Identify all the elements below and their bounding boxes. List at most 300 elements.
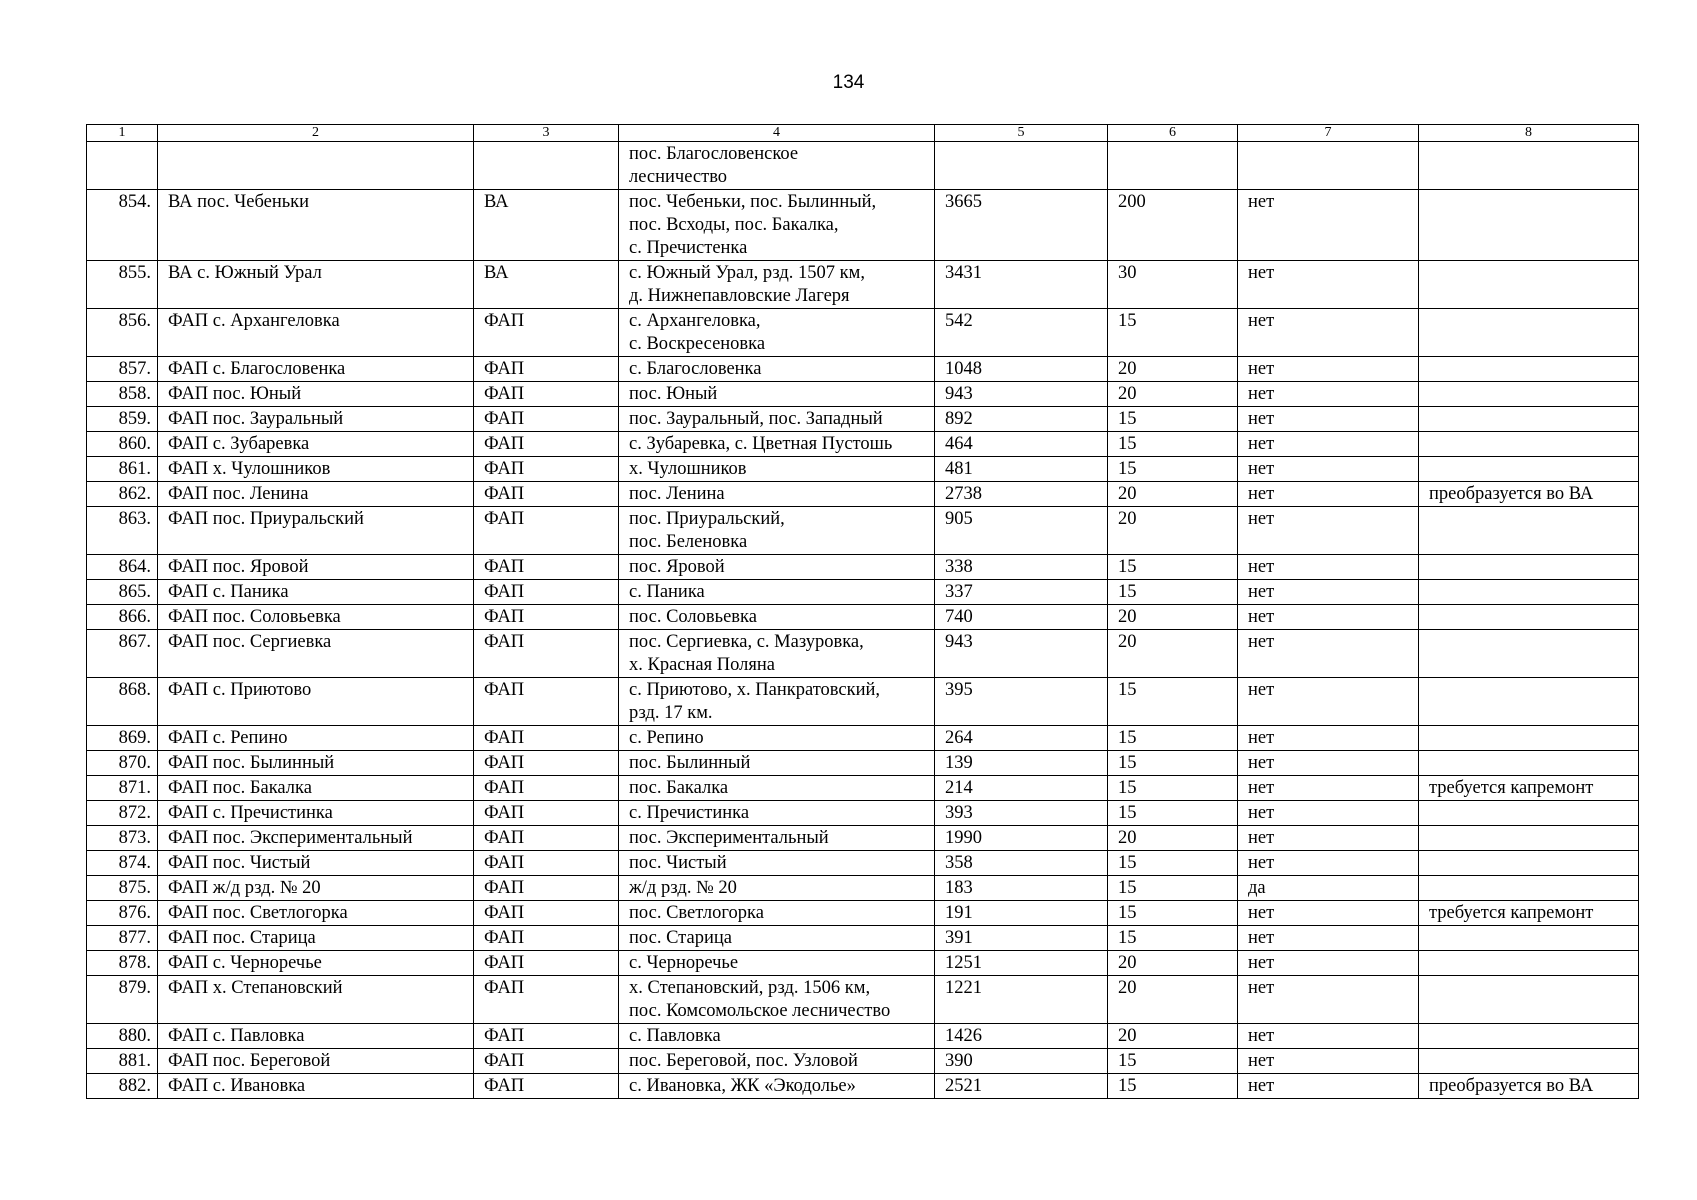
facility-type-cell: ВА [474, 261, 619, 309]
row-number-cell: 858. [87, 382, 158, 407]
distance-cell: 15 [1108, 776, 1238, 801]
table-row [87, 926, 1639, 951]
distance-cell: 20 [1108, 826, 1238, 851]
population-cell: 1048 [935, 357, 1108, 382]
distance-cell: 15 [1108, 580, 1238, 605]
status-cell: нет [1238, 382, 1419, 407]
facility-type-cell: ФАП [474, 726, 619, 751]
distance-cell: 20 [1108, 482, 1238, 507]
distance-cell: 20 [1108, 976, 1238, 1024]
row-number-cell: 874. [87, 851, 158, 876]
status-cell: нет [1238, 457, 1419, 482]
table-row [87, 190, 1639, 261]
population-cell: 892 [935, 407, 1108, 432]
note-cell [1419, 876, 1639, 901]
note-cell [1419, 751, 1639, 776]
facility-type-cell: ФАП [474, 951, 619, 976]
facility-type-cell: ФАП [474, 357, 619, 382]
row-number-cell: 873. [87, 826, 158, 851]
note-cell [1419, 826, 1639, 851]
table-row [87, 261, 1639, 309]
table-row [87, 309, 1639, 357]
table-row [87, 142, 1639, 190]
note-cell [1419, 507, 1639, 555]
served-settlements-cell [619, 407, 935, 432]
note-cell [1419, 726, 1639, 751]
row-number-cell: 871. [87, 776, 158, 801]
note-cell [1419, 678, 1639, 726]
note-cell [1419, 605, 1639, 630]
row-number-cell: 866. [87, 605, 158, 630]
distance-cell: 20 [1108, 605, 1238, 630]
status-cell: нет [1238, 1074, 1419, 1099]
column-header-row [87, 125, 1639, 142]
population-cell: 943 [935, 382, 1108, 407]
row-number-cell: 859. [87, 407, 158, 432]
served-settlements-cell [619, 976, 935, 1024]
population-cell: 1251 [935, 951, 1108, 976]
table-row [87, 901, 1639, 926]
row-number-cell: 862. [87, 482, 158, 507]
distance-cell: 20 [1108, 382, 1238, 407]
table-row [87, 826, 1639, 851]
distance-cell: 15 [1108, 678, 1238, 726]
status-cell: нет [1238, 190, 1419, 261]
status-cell: нет [1238, 926, 1419, 951]
facility-name-cell: ФАП пос. Яровой [158, 555, 474, 580]
served-settlements-cell [619, 901, 935, 926]
status-cell: нет [1238, 261, 1419, 309]
facility-type-cell: ФАП [474, 309, 619, 357]
served-settlements-cell [619, 1049, 935, 1074]
served-settlements-cell [619, 457, 935, 482]
facility-name-cell: ФАП пос. Приуральский [158, 507, 474, 555]
facility-type-cell: ФАП [474, 976, 619, 1024]
settlement-line: с. Южный Урал, рзд. 1507 км, [629, 263, 865, 283]
population-cell: 393 [935, 801, 1108, 826]
status-cell: да [1238, 876, 1419, 901]
settlement-line: с. Павловка [629, 1026, 721, 1046]
facility-type-cell: ФАП [474, 751, 619, 776]
facility-type-cell: ФАП [474, 876, 619, 901]
distance-cell: 15 [1108, 309, 1238, 357]
note-cell [1419, 261, 1639, 309]
status-cell: нет [1238, 851, 1419, 876]
distance-cell: 15 [1108, 555, 1238, 580]
facility-type-cell: ФАП [474, 432, 619, 457]
column-header: 4 [619, 125, 935, 142]
population-cell: 1426 [935, 1024, 1108, 1049]
distance-cell: 15 [1108, 851, 1238, 876]
note-cell [1419, 309, 1639, 357]
settlement-line: с. Паника [629, 582, 705, 602]
population-cell: 481 [935, 457, 1108, 482]
table-row [87, 1049, 1639, 1074]
row-number-cell [87, 142, 158, 190]
population-cell: 464 [935, 432, 1108, 457]
row-number-cell: 856. [87, 309, 158, 357]
settlement-line: пос. Благословенское [629, 144, 799, 164]
settlement-line: с. Воскресеновка [629, 334, 766, 354]
table-row [87, 801, 1639, 826]
row-number-cell: 869. [87, 726, 158, 751]
row-number-cell: 868. [87, 678, 158, 726]
served-settlements-cell [619, 432, 935, 457]
row-number-cell: 860. [87, 432, 158, 457]
settlement-line: ж/д рзд. № 20 [629, 878, 737, 898]
note-cell: требуется капремонт [1419, 901, 1639, 926]
facility-type-cell: ФАП [474, 507, 619, 555]
served-settlements-cell [619, 580, 935, 605]
settlement-line: пос. Юный [629, 384, 718, 404]
settlement-line: с. Приютово, х. Панкратовский, [629, 680, 881, 700]
settlement-line: пос. Старица [629, 928, 732, 948]
status-cell: нет [1238, 751, 1419, 776]
status-cell: нет [1238, 976, 1419, 1024]
facility-name-cell: ФАП с. Паника [158, 580, 474, 605]
facility-type-cell: ФАП [474, 457, 619, 482]
table-row [87, 555, 1639, 580]
row-number-cell: 855. [87, 261, 158, 309]
note-cell: требуется капремонт [1419, 776, 1639, 801]
served-settlements-cell [619, 826, 935, 851]
table-row [87, 580, 1639, 605]
population-cell: 2738 [935, 482, 1108, 507]
served-settlements-cell [619, 876, 935, 901]
facility-type-cell: ФАП [474, 382, 619, 407]
facility-name-cell: ФАП ж/д рзд. № 20 [158, 876, 474, 901]
note-cell [1419, 951, 1639, 976]
facility-type-cell: ФАП [474, 482, 619, 507]
table-row [87, 605, 1639, 630]
status-cell: нет [1238, 901, 1419, 926]
facility-name-cell: ФАП с. Павловка [158, 1024, 474, 1049]
population-cell: 542 [935, 309, 1108, 357]
table-row [87, 357, 1639, 382]
population-cell: 358 [935, 851, 1108, 876]
settlement-line: с. Благословенка [629, 359, 762, 379]
table-body [87, 125, 1639, 1099]
status-cell: нет [1238, 951, 1419, 976]
note-cell [1419, 142, 1639, 190]
population-cell: 139 [935, 751, 1108, 776]
row-number-cell: 876. [87, 901, 158, 926]
population-cell: 3665 [935, 190, 1108, 261]
status-cell: нет [1238, 1024, 1419, 1049]
population-cell: 390 [935, 1049, 1108, 1074]
distance-cell: 15 [1108, 926, 1238, 951]
note-cell [1419, 1049, 1639, 1074]
settlement-line: пос. Чебеньки, пос. Былинный, [629, 192, 877, 212]
served-settlements-cell [619, 801, 935, 826]
population-cell: 337 [935, 580, 1108, 605]
note-cell [1419, 457, 1639, 482]
row-number-cell: 875. [87, 876, 158, 901]
distance-cell: 20 [1108, 630, 1238, 678]
table-row [87, 482, 1639, 507]
settlement-line: с. Пречистенка [629, 238, 748, 258]
distance-cell: 20 [1108, 507, 1238, 555]
status-cell: нет [1238, 407, 1419, 432]
population-cell: 214 [935, 776, 1108, 801]
column-header: 6 [1108, 125, 1238, 142]
facility-name-cell: ФАП пос. Светлогорка [158, 901, 474, 926]
served-settlements-cell [619, 309, 935, 357]
note-cell [1419, 382, 1639, 407]
table-row [87, 1074, 1639, 1099]
facility-name-cell: ФАП с. Репино [158, 726, 474, 751]
column-header: 5 [935, 125, 1108, 142]
row-number-cell: 878. [87, 951, 158, 976]
settlement-line: х. Степановский, рзд. 1506 км, [629, 978, 871, 998]
facility-name-cell [158, 142, 474, 190]
facility-name-cell: ФАП пос. Старица [158, 926, 474, 951]
served-settlements-cell [619, 751, 935, 776]
status-cell: нет [1238, 1049, 1419, 1074]
served-settlements-cell [619, 382, 935, 407]
row-number-cell: 870. [87, 751, 158, 776]
row-number-cell: 880. [87, 1024, 158, 1049]
settlement-line: с. Черноречье [629, 953, 739, 973]
note-cell [1419, 1024, 1639, 1049]
distance-cell: 20 [1108, 951, 1238, 976]
settlement-line: лесничество [629, 167, 728, 187]
distance-cell: 15 [1108, 457, 1238, 482]
facility-name-cell: ФАП с. Ивановка [158, 1074, 474, 1099]
population-cell: 391 [935, 926, 1108, 951]
facility-type-cell: ФАП [474, 580, 619, 605]
distance-cell: 200 [1108, 190, 1238, 261]
table-row [87, 407, 1639, 432]
served-settlements-cell [619, 482, 935, 507]
facility-name-cell: ФАП пос. Юный [158, 382, 474, 407]
population-cell: 395 [935, 678, 1108, 726]
note-cell [1419, 432, 1639, 457]
facility-type-cell: ФАП [474, 1024, 619, 1049]
table-row [87, 951, 1639, 976]
settlement-line: д. Нижнепавловские Лагеря [629, 286, 850, 306]
distance-cell: 15 [1108, 1074, 1238, 1099]
table-row [87, 678, 1639, 726]
status-cell: нет [1238, 826, 1419, 851]
settlement-line: пос. Экспериментальный [629, 828, 829, 848]
facility-name-cell: ФАП с. Благословенка [158, 357, 474, 382]
served-settlements-cell [619, 261, 935, 309]
facility-type-cell: ФАП [474, 901, 619, 926]
settlement-line: пос. Береговой, пос. Узловой [629, 1051, 858, 1071]
population-cell: 905 [935, 507, 1108, 555]
distance-cell [1108, 142, 1238, 190]
row-number-cell: 861. [87, 457, 158, 482]
note-cell [1419, 801, 1639, 826]
row-number-cell: 867. [87, 630, 158, 678]
settlement-line: пос. Всходы, пос. Бакалка, [629, 215, 839, 235]
facility-type-cell: ФАП [474, 801, 619, 826]
facility-name-cell: ВА с. Южный Урал [158, 261, 474, 309]
status-cell: нет [1238, 580, 1419, 605]
note-cell: преобразуется во ВА [1419, 1074, 1639, 1099]
note-cell [1419, 630, 1639, 678]
note-cell [1419, 926, 1639, 951]
table-row [87, 457, 1639, 482]
note-cell [1419, 357, 1639, 382]
row-number-cell: 865. [87, 580, 158, 605]
note-cell [1419, 555, 1639, 580]
served-settlements-cell [619, 678, 935, 726]
table-row [87, 976, 1639, 1024]
column-header: 3 [474, 125, 619, 142]
settlement-line: с. Репино [629, 728, 704, 748]
note-cell [1419, 190, 1639, 261]
table-row [87, 726, 1639, 751]
facility-type-cell: ФАП [474, 1074, 619, 1099]
served-settlements-cell [619, 357, 935, 382]
facility-name-cell: ФАП с. Приютово [158, 678, 474, 726]
distance-cell: 15 [1108, 801, 1238, 826]
settlement-line: пос. Былинный [629, 753, 751, 773]
settlement-line: с. Пречистинка [629, 803, 750, 823]
settlement-line: пос. Соловьевка [629, 607, 757, 627]
column-header: 7 [1238, 125, 1419, 142]
served-settlements-cell [619, 776, 935, 801]
facility-name-cell: ФАП х. Чулошников [158, 457, 474, 482]
facility-name-cell: ФАП х. Степановский [158, 976, 474, 1024]
row-number-cell: 872. [87, 801, 158, 826]
row-number-cell: 854. [87, 190, 158, 261]
population-cell: 264 [935, 726, 1108, 751]
facility-name-cell: ФАП с. Пречистинка [158, 801, 474, 826]
settlement-line: пос. Ленина [629, 484, 725, 504]
column-header: 1 [87, 125, 158, 142]
population-cell: 1221 [935, 976, 1108, 1024]
settlement-line: пос. Сергиевка, с. Мазуровка, [629, 632, 864, 652]
population-cell: 2521 [935, 1074, 1108, 1099]
settlement-line: х. Красная Поляна [629, 655, 775, 675]
status-cell: нет [1238, 801, 1419, 826]
distance-cell: 30 [1108, 261, 1238, 309]
facility-type-cell: ФАП [474, 826, 619, 851]
distance-cell: 15 [1108, 407, 1238, 432]
population-cell: 3431 [935, 261, 1108, 309]
facility-name-cell: ФАП пос. Сергиевка [158, 630, 474, 678]
facility-name-cell: ФАП пос. Бакалка [158, 776, 474, 801]
facilities-table [86, 124, 1639, 1099]
settlement-line: х. Чулошников [629, 459, 747, 479]
row-number-cell: 882. [87, 1074, 158, 1099]
served-settlements-cell [619, 1074, 935, 1099]
table-row [87, 382, 1639, 407]
population-cell: 943 [935, 630, 1108, 678]
facility-name-cell: ФАП пос. Чистый [158, 851, 474, 876]
note-cell [1419, 407, 1639, 432]
served-settlements-cell [619, 851, 935, 876]
status-cell: нет [1238, 507, 1419, 555]
facility-name-cell: ФАП пос. Зауральный [158, 407, 474, 432]
table-row [87, 432, 1639, 457]
population-cell: 183 [935, 876, 1108, 901]
note-cell: преобразуется во ВА [1419, 482, 1639, 507]
row-number-cell: 881. [87, 1049, 158, 1074]
settlement-line: пос. Чистый [629, 853, 727, 873]
settlement-line: пос. Беленовка [629, 532, 748, 552]
distance-cell: 20 [1108, 357, 1238, 382]
settlement-line: с. Ивановка, ЖК «Экодолье» [629, 1076, 856, 1096]
served-settlements-cell [619, 507, 935, 555]
status-cell: нет [1238, 726, 1419, 751]
distance-cell: 15 [1108, 432, 1238, 457]
table-row [87, 751, 1639, 776]
population-cell [935, 142, 1108, 190]
facility-type-cell: ФАП [474, 851, 619, 876]
settlement-line: пос. Светлогорка [629, 903, 764, 923]
table-row [87, 1024, 1639, 1049]
status-cell: нет [1238, 555, 1419, 580]
distance-cell: 15 [1108, 876, 1238, 901]
facility-name-cell: ФАП пос. Соловьевка [158, 605, 474, 630]
distance-cell: 15 [1108, 901, 1238, 926]
settlement-line: пос. Яровой [629, 557, 725, 577]
facility-name-cell: ФАП пос. Экспериментальный [158, 826, 474, 851]
distance-cell: 20 [1108, 1024, 1238, 1049]
facility-name-cell: ФАП пос. Былинный [158, 751, 474, 776]
served-settlements-cell [619, 630, 935, 678]
settlement-line: рзд. 17 км. [629, 703, 713, 723]
facility-type-cell: ФАП [474, 926, 619, 951]
status-cell: нет [1238, 482, 1419, 507]
facility-type-cell: ФАП [474, 1049, 619, 1074]
status-cell: нет [1238, 776, 1419, 801]
served-settlements-cell [619, 555, 935, 580]
distance-cell: 15 [1108, 726, 1238, 751]
status-cell: нет [1238, 357, 1419, 382]
row-number-cell: 879. [87, 976, 158, 1024]
facility-type-cell [474, 142, 619, 190]
served-settlements-cell [619, 605, 935, 630]
served-settlements-cell [619, 926, 935, 951]
facility-type-cell: ФАП [474, 678, 619, 726]
row-number-cell: 863. [87, 507, 158, 555]
settlement-line: с. Архангеловка, [629, 311, 761, 331]
table-row [87, 876, 1639, 901]
column-header: 8 [1419, 125, 1639, 142]
facility-type-cell: ФАП [474, 776, 619, 801]
settlement-line: пос. Зауральный, пос. Западный [629, 409, 883, 429]
status-cell: нет [1238, 432, 1419, 457]
status-cell: нет [1238, 630, 1419, 678]
row-number-cell: 877. [87, 926, 158, 951]
population-cell: 740 [935, 605, 1108, 630]
facility-type-cell: ФАП [474, 407, 619, 432]
note-cell [1419, 851, 1639, 876]
status-cell [1238, 142, 1419, 190]
served-settlements-cell [619, 726, 935, 751]
facility-name-cell: ФАП с. Зубаревка [158, 432, 474, 457]
facility-type-cell: ФАП [474, 605, 619, 630]
facility-name-cell: ВА пос. Чебеньки [158, 190, 474, 261]
distance-cell: 15 [1108, 1049, 1238, 1074]
facility-type-cell: ВА [474, 190, 619, 261]
settlement-line: пос. Бакалка [629, 778, 729, 798]
distance-cell: 15 [1108, 751, 1238, 776]
served-settlements-cell [619, 951, 935, 976]
settlement-line: пос. Приуральский, [629, 509, 785, 529]
population-cell: 191 [935, 901, 1108, 926]
table-row [87, 776, 1639, 801]
table-row [87, 507, 1639, 555]
row-number-cell: 864. [87, 555, 158, 580]
served-settlements-cell [619, 1024, 935, 1049]
table-row [87, 630, 1639, 678]
